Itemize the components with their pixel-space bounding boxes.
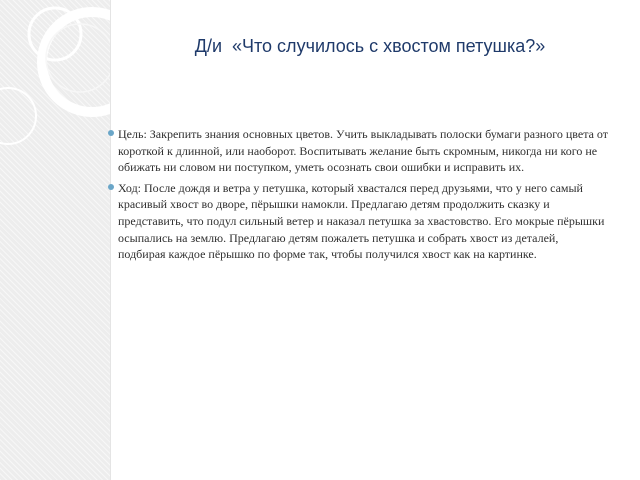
decorative-ring-thin xyxy=(46,24,110,92)
bullet-text: Ход: После дождя и ветра у петушка, который хвастался перед друзьями, что у него самый красивый хвост во дворе, пёрышки намокли. Предлагаю детям продолжить сказку и представить, что подул сильный ветер и наказал петушка за хвастовство. Его мокрые пёрышки осыпались на землю. Предлагаю детям пожалеть петушка и собрать хвост из деталей, подбирая каждое пёрышко по форме так, чтобы получился хвост как на картинке. xyxy=(118,180,605,262)
bullet-item-goal xyxy=(108,126,608,176)
bullet-dot-icon xyxy=(108,184,114,190)
decorative-ring-large xyxy=(42,12,110,112)
bullet-item-procedure xyxy=(108,180,608,263)
bullet-dot-icon xyxy=(108,130,114,136)
decorative-circles-graphic xyxy=(0,0,110,480)
bullet-text: Цель: Закрепить знания основных цветов. Учить выкладывать полоски бумаги разного цвета от короткой к длинной, или наоборот. Воспитывать желание быть скромным, никогда ни кого не обижать ни словом ни поступком, уметь осознать свои ошибки и исправить их. xyxy=(118,127,608,175)
slide-title: Д/и «Что случилось с хвостом петушка?» xyxy=(194,36,546,56)
decorative-ring-edge xyxy=(0,88,36,144)
bullet-list xyxy=(108,126,608,267)
decorative-side-panel xyxy=(0,0,110,480)
